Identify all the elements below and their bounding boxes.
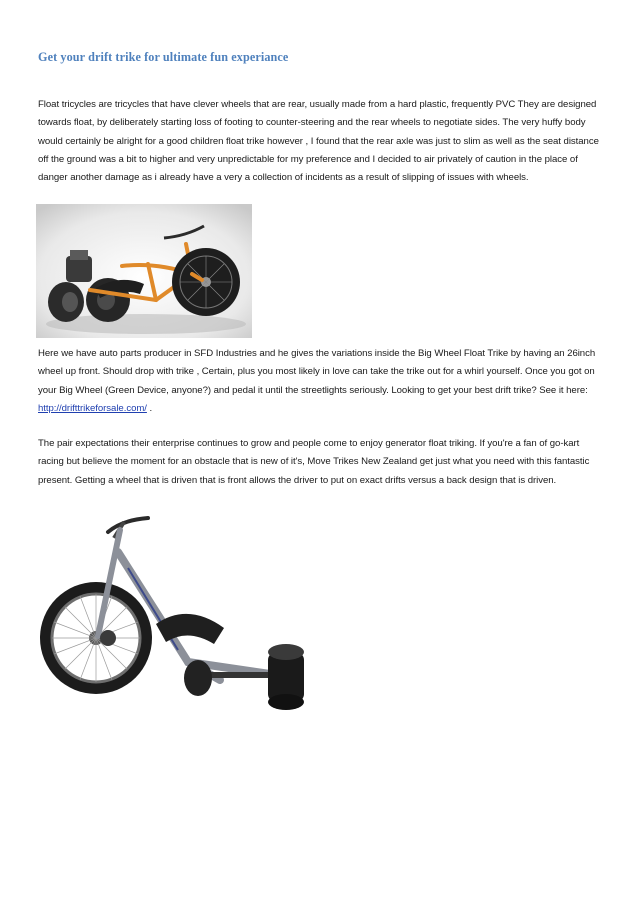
- article-title: Get your drift trike for ultimate fun experiance: [38, 50, 289, 64]
- paragraph-2-text-end: .: [146, 402, 153, 414]
- paragraph-2: [38, 345, 600, 418]
- drifttrike-link[interactable]: http://drifttrikeforsale.com/: [38, 402, 147, 414]
- grey-drift-trike-photo: [38, 512, 310, 712]
- orange-drift-trike-photo: [36, 204, 252, 338]
- paragraph-2-text-start: Here we have auto parts producer in SFD Industries and he gives the variations inside the Big Wheel Float Trike by having an 26inch wheel up front. Should drop with trike , Certain, plus you most likely in love can take the trike out for a whirl yourself. Once you got on your Big Wheel (Green Device, anyone?) and pedal it until the streetlights seriously. Looking to get your best drift trike? See it here:: [38, 348, 596, 396]
- paragraph-3: The pair expectations their enterprise continues to grow and people come to enjoy generator float triking. If you're a fan of go-kart racing but believe the moment for an obstacle that is new of it's, Move Trikes New Zealand get just what you need with this fantastic present. Getting a wheel that is driven that is front allows the driver to put on exact drifts versus a back design that is driven.: [38, 438, 590, 486]
- paragraph-1: Float tricycles are tricycles that have clever wheels that are rear, usually made from a hard plastic, frequently PVC They are designed towards float, by deliberately starting loss of footing to counter-steering and the rear wheels to negotiate sides. The very huffy body would certainly be alright for a good children float trike however , I found that the rear axle was just to slim as well as the seat distance off the ground was a bit to higher and very unpredictable for my preference and I decided to air privately of caution in the place of danger another damage as i already have a very a collection of incidents as a result of slipping of issues with wheels.: [38, 99, 599, 184]
